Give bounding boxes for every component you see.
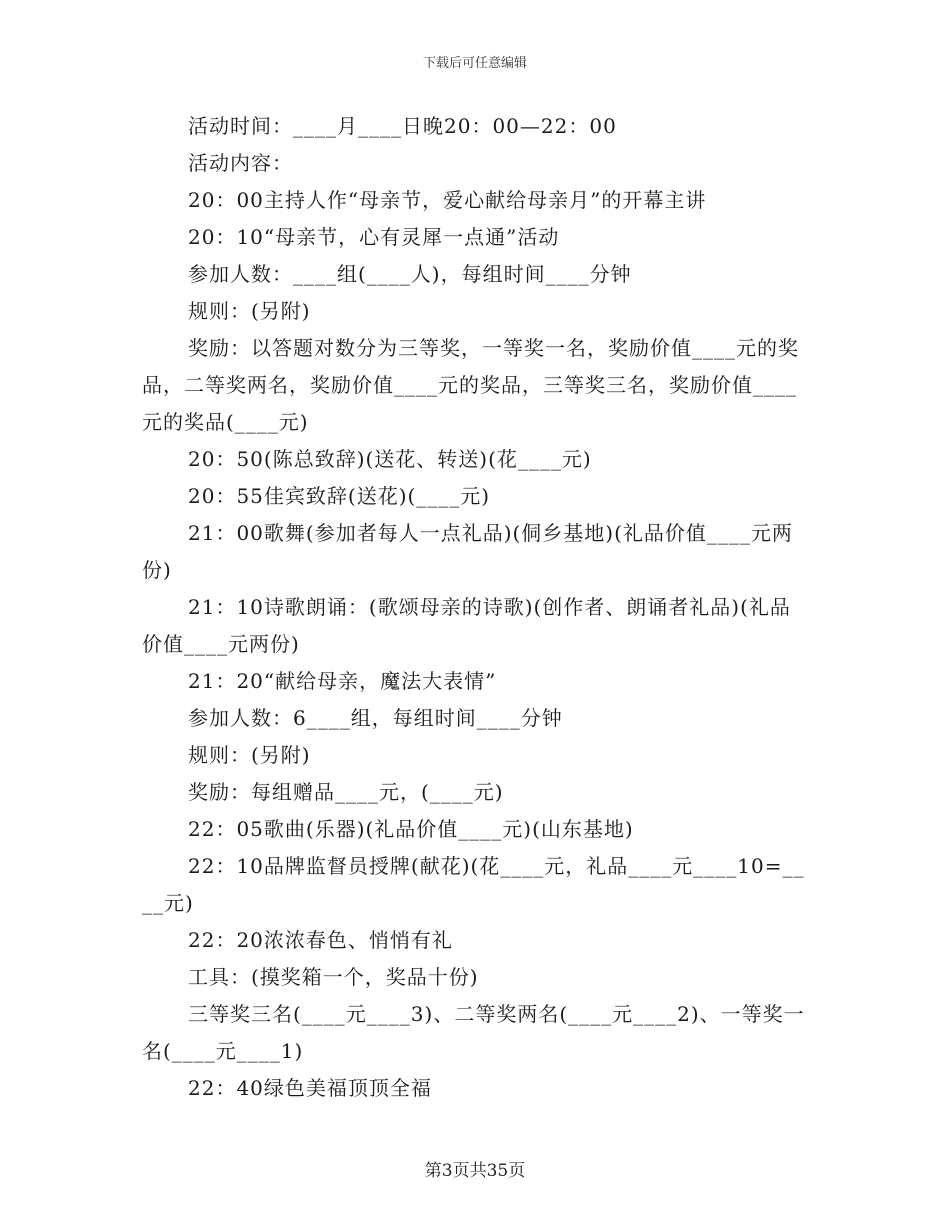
schedule-item: 22：10品牌监督员授牌(献花)(花____元，礼品____元____10=____元) [142,854,805,915]
participants-line: 参加人数：6____组，每组时间____分钟 [188,706,563,730]
schedule-item: 22：40绿色美福顶顶全福 [188,1076,432,1100]
page-header: 下载后可任意编辑 [422,56,527,71]
rules-line: 规则：(另附) [188,743,311,767]
activity-content-label: 活动内容： [188,151,293,175]
schedule-item: 22：20浓浓春色、悄悄有礼 [188,928,453,952]
tools-line: 工具：(摸奖箱一个，奖品十份) [188,965,479,989]
schedule-item: 20：00主持人作“母亲节，爱心献给母亲月”的开幕主讲 [188,188,707,212]
schedule-item: 22：05歌曲(乐器)(礼品价值____元)(山东基地) [188,817,634,841]
prize-line: 三等奖三名(____元____3)、二等奖两名(____元____2)、一等奖一名(____元____1) [142,1002,805,1063]
page-footer: 第3页共35页 [424,1161,526,1181]
activity-time: 活动时间：____月____日晚20：00—22：00 [188,114,617,138]
schedule-item: 20：55佳宾致辞(送花)(____元) [188,484,491,508]
document-body [142,108,810,1107]
reward-line: 奖励：以答题对数分为三等奖，一等奖一名，奖励价值____元的奖品，二等奖两名，奖励价值____元的奖品，三等奖三名，奖励价值____元的奖品(____元) [142,336,799,434]
reward-line: 奖励：每组赠品____元，(____元) [188,780,504,804]
schedule-item: 20：10“母亲节，心有灵犀一点通”活动 [188,225,560,249]
schedule-item: 21：00歌舞(参加者每人一点礼品)(侗乡基地)(礼品价值____元两份) [142,521,793,582]
participants-line: 参加人数：____组(____人)，每组时间____分钟 [188,262,632,286]
schedule-item: 21：20“献给母亲，魔法大表情” [188,669,497,693]
schedule-item: 21：10诗歌朗诵：(歌颂母亲的诗歌)(创作者、朗诵者礼品)(礼品价值____元两份) [142,595,791,656]
rules-line: 规则：(另附) [188,299,311,323]
schedule-item: 20：50(陈总致辞)(送花、转送)(花____元) [188,447,592,471]
